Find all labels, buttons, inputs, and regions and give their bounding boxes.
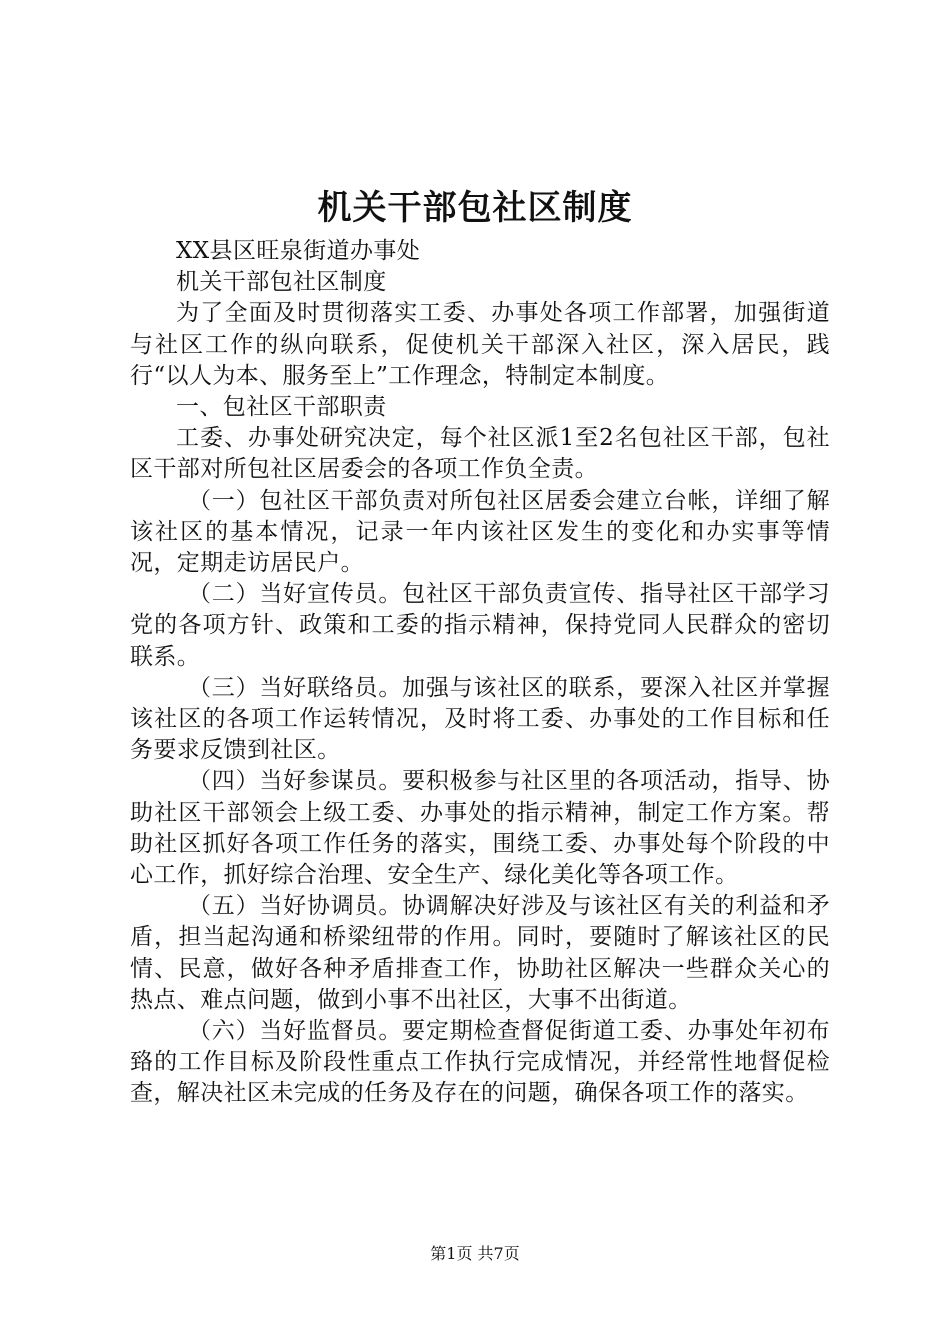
paragraph-item-1: （一）包社区干部负责对所包社区居委会建立台帐，详细了解该社区的基本情况，记录一年内该社区发生的变化和办实事等情况，定期走访居民户。 xyxy=(130,487,830,577)
paragraph-subtitle: 机关干部包社区制度 xyxy=(176,269,387,296)
paragraph-item-3: （三）当好联络员。加强与该社区的联系，要深入社区并掌握该社区的各项工作运转情况，及时将工委、办事处的工作目标和任务要求反馈到社区。 xyxy=(130,674,830,764)
paragraph-item-5: （五）当好协调员。协调解决好涉及与该社区有关的利益和矛盾，担当起沟通和桥梁纽带的作用。同时，要随时了解该社区的民情、民意，做好各种矛盾排查工作，协助社区解决一些群众关心的热点、难点问题，做到小事不出社区，大事不出街道。 xyxy=(130,893,830,1013)
page-number-footer: 第1页 共7页 xyxy=(430,1244,520,1263)
paragraph-item-4: （四）当好参谋员。要积极参与社区里的各项活动，指导、协助社区干部领会上级工委、办事处的指示精神，制定工作方案。帮助社区抓好各项工作任务的落实，围绕工委、办事处每个阶段的中心工作，抓好综合治理、安全生产、绿化美化等各项工作。 xyxy=(130,768,830,889)
paragraph-item-2: （二）当好宣传员。包社区干部负责宣传、指导社区干部学习党的各项方针、政策和工委的指示精神，保持党同人民群众的密切联系。 xyxy=(130,581,830,670)
document-title: 机关干部包社区制度 xyxy=(317,188,633,228)
paragraph-decision: 工委、办事处研究决定，每个社区派1至2名包社区干部，包社区干部对所包社区居委会的各项工作负全责。 xyxy=(130,425,830,483)
paragraph-item-6: （六）当好监督员。要定期检查督促街道工委、办事处年初布臵的工作目标及阶段性重点工作执行完成情况，并经常性地督促检查，解决社区未完成的任务及存在的问题，确保各项工作的落实。 xyxy=(130,1018,830,1107)
paragraph-intro: 为了全面及时贯彻落实工委、办事处各项工作部署，加强街道与社区工作的纵向联系，促使机关干部深入社区，深入居民，践行“以人为本、服务至上”工作理念，特制定本制度。 xyxy=(130,300,830,389)
document-body xyxy=(130,236,830,1110)
paragraph-office-name: XX县区旺泉街道办事处 xyxy=(176,238,421,264)
paragraph-section-heading: 一、包社区干部职责 xyxy=(176,394,387,421)
